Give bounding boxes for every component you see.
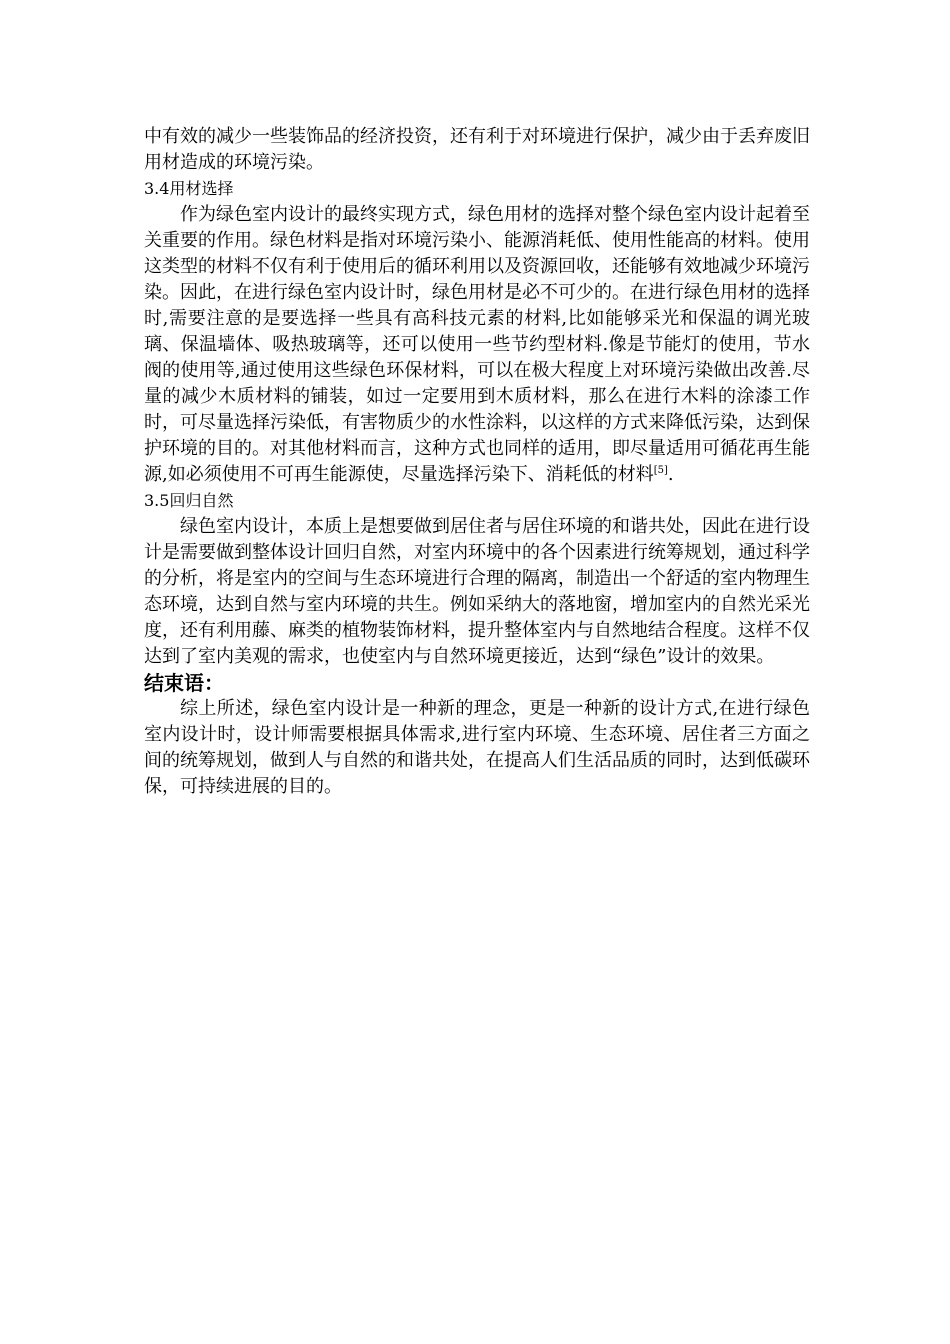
- return-to-nature-paragraph: 绿色室内设计，本质上是想要做到居住者与居住环境的和谐共处，因此在进行设计是需要做到整体设计回归自然，对室内环境中的各个因素进行统筹规划，通过科学的分析，将是室内的空间与生态环境进行合理的隔离，制造出一个舒适的室内物理生态环境，达到自然与室内环境的共生。例如采纳大的落地窗，增加室内的自然光采光度，还有利用藤、麻类的植物装饰材料，提升整体室内与自然地结合程度。这样不仅达到了室内美观的需求，也使室内与自然环境更接近，达到“绿色”设计的效果。: [144, 516, 810, 667]
- reference-mark: [5]: [653, 465, 668, 476]
- material-selection-text-end: .: [667, 464, 674, 485]
- material-selection-paragraph: [144, 202, 810, 488]
- conclusion-heading: 结束语：: [144, 671, 224, 695]
- conclusion-paragraph: 综上所述，绿色室内设计是一种新的理念，更是一种新的设计方式,在进行绿色室内设计时，设计师需要根据具体需求,进行室内环境、生态环境、居住者三方面之间的统筹规划，做到人与自然的和谐共处，在提高人们生活品质的同时，达到低碳环保，可持续进展的目的。: [144, 698, 810, 797]
- section-heading-return-to-nature: 3.5回归自然: [144, 491, 234, 510]
- material-selection-text: 作为绿色室内设计的最终实现方式，绿色用材的选择对整个绿色室内设计起着至关重要的作用。绿色材料是指对环境污染小、能源消耗低、使用性能高的材料。使用这类型的材料不仅有利于使用后的循环利用以及资源回收，还能够有效地减少环境污染。因此，在进行绿色室内设计时，绿色用材是必不可少的。在进行绿色用材的选择时,需要注意的是要选择一些具有高科技元素的材料,比如能够采光和保温的调光玻璃、保温墙体、吸热玻璃等，还可以使用一些节约型材料.像是节能灯的使用，节水阀的使用等,通过使用这些绿色环保材料，可以在极大程度上对环境污染做出改善.尽量的减少木质材料的铺装，如过一定要用到木质材料，那么在进行木料的涂漆工作时，可尽量选择污染低，有害物质少的水性涂料，以这样的方式来降低污染，达到保护环境的目的。对其他材料而言，这种方式也同样的适用，即尽量适用可循花再生能源,如必须使用不可再生能源使，尽量选择污染下、消耗低的材料: [144, 204, 810, 485]
- section-heading-material-selection: 3.4用材选择: [144, 179, 234, 198]
- intro-continuation-paragraph: 中有效的减少一些装饰品的经济投资，还有利于对环境进行保护，减少由于丢弃废旧用材造成的环境污染。: [144, 126, 810, 173]
- document-page: [144, 124, 810, 800]
